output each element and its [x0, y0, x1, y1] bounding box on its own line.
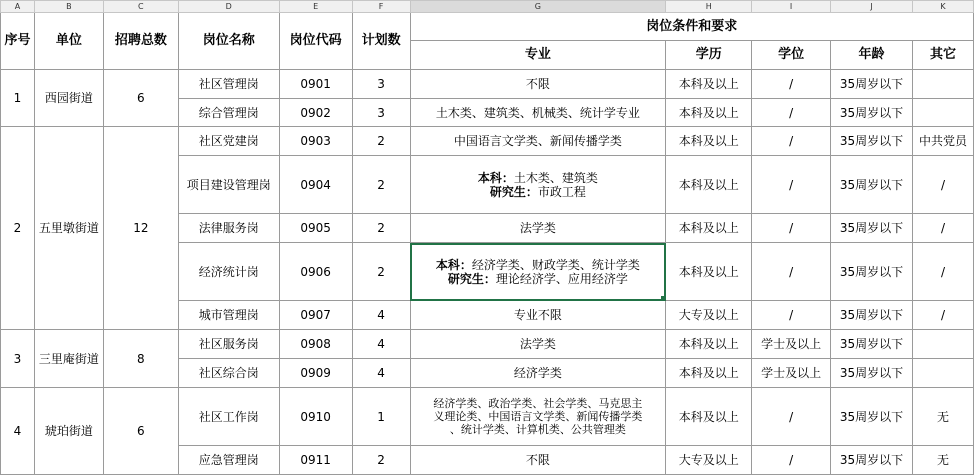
cell-post-code[interactable]: 0901 [279, 70, 352, 99]
cell-post-name[interactable]: 应急管理岗 [178, 446, 279, 475]
cell-total[interactable]: 6 [103, 388, 178, 475]
undergrad-label: 本科： [435, 257, 472, 272]
postgrad-majors: 市政工程 [537, 184, 586, 199]
cell-unit[interactable]: 琥珀街道 [34, 388, 103, 475]
column-header-b[interactable]: B [34, 1, 103, 13]
table-row [1, 330, 974, 359]
header-degree[interactable]: 学位 [752, 41, 831, 70]
header-age[interactable]: 年龄 [831, 41, 913, 70]
postgrad-label: 研究生： [489, 184, 538, 199]
header-post-code[interactable]: 岗位代码 [279, 13, 352, 70]
cell-seq[interactable]: 1 [1, 70, 35, 127]
cell-major[interactable] [410, 388, 666, 446]
cell-post-code[interactable]: 0909 [279, 359, 352, 388]
cell-other[interactable]: 无 [912, 446, 973, 475]
cell-major[interactable]: 中国语言文学类、新闻传播学类 [410, 127, 666, 156]
major-line: 经济学类、政治学类、社会学类、马克思主 [433, 397, 643, 410]
cell-major-selected[interactable] [410, 243, 666, 301]
cell-other[interactable]: / [912, 243, 973, 301]
cell-age[interactable]: 35周岁以下 [831, 330, 913, 359]
cell-age[interactable]: 35周岁以下 [831, 301, 913, 330]
column-header-d[interactable]: D [178, 1, 279, 13]
column-header-i[interactable]: I [752, 1, 831, 13]
cell-post-name[interactable]: 社区服务岗 [178, 330, 279, 359]
cell-total[interactable]: 12 [103, 127, 178, 330]
cell-post-name[interactable]: 社区综合岗 [178, 359, 279, 388]
cell-post-name[interactable]: 经济统计岗 [178, 243, 279, 301]
cell-major[interactable]: 土木类、建筑类、机械类、统计学专业 [410, 99, 666, 127]
header-other[interactable]: 其它 [912, 41, 973, 70]
cell-other[interactable] [912, 359, 973, 388]
cell-plan[interactable]: 3 [352, 70, 410, 99]
cell-age[interactable]: 35周岁以下 [831, 243, 913, 301]
cell-age[interactable]: 35周岁以下 [831, 388, 913, 446]
header-plan[interactable]: 计划数 [352, 13, 410, 70]
cell-age[interactable]: 35周岁以下 [831, 99, 913, 127]
header-unit[interactable]: 单位 [34, 13, 103, 70]
cell-education[interactable]: 本科及以上 [666, 99, 752, 127]
cell-degree[interactable]: 学士及以上 [752, 330, 831, 359]
fill-handle[interactable] [661, 296, 666, 301]
cell-seq[interactable]: 4 [1, 388, 35, 475]
cell-plan[interactable]: 2 [352, 127, 410, 156]
cell-total[interactable]: 8 [103, 330, 178, 388]
column-header-j[interactable]: J [831, 1, 913, 13]
column-header-k[interactable]: K [912, 1, 973, 13]
cell-age[interactable]: 35周岁以下 [831, 214, 913, 243]
header-education[interactable]: 学历 [666, 41, 752, 70]
column-header-c[interactable]: C [103, 1, 178, 13]
column-header-f[interactable]: F [352, 1, 410, 13]
cell-education[interactable]: 本科及以上 [666, 330, 752, 359]
cell-age[interactable]: 35周岁以下 [831, 127, 913, 156]
cell-plan[interactable]: 4 [352, 301, 410, 330]
cell-education[interactable]: 本科及以上 [666, 214, 752, 243]
cell-age[interactable]: 35周岁以下 [831, 156, 913, 214]
major-postgrad-line [411, 185, 666, 199]
cell-post-name[interactable]: 社区党建岗 [178, 127, 279, 156]
undergrad-majors: 经济学类、财政学类、统计学类 [471, 257, 640, 272]
table-header-row [1, 13, 974, 41]
cell-seq[interactable]: 3 [1, 330, 35, 388]
cell-education[interactable]: 本科及以上 [666, 243, 752, 301]
cell-education[interactable]: 本科及以上 [666, 127, 752, 156]
major-undergrad-line [411, 258, 666, 272]
table-row [1, 388, 974, 446]
cell-seq[interactable]: 2 [1, 127, 35, 330]
cell-degree[interactable]: / [752, 99, 831, 127]
major-line: 、统计学类、计算机类、公共管理类 [449, 423, 626, 436]
undergrad-label: 本科： [477, 170, 514, 185]
cell-post-code[interactable]: 0905 [279, 214, 352, 243]
cell-post-code[interactable]: 0911 [279, 446, 352, 475]
cell-degree[interactable]: / [752, 156, 831, 214]
cell-major[interactable]: 法学类 [410, 214, 666, 243]
cell-other[interactable] [912, 99, 973, 127]
cell-education[interactable]: 本科及以上 [666, 156, 752, 214]
cell-plan[interactable]: 4 [352, 330, 410, 359]
cell-unit[interactable]: 西园街道 [34, 70, 103, 127]
major-postgrad-line [411, 272, 666, 286]
cell-plan[interactable]: 2 [352, 243, 410, 301]
cell-post-name[interactable]: 法律服务岗 [178, 214, 279, 243]
cell-plan[interactable]: 3 [352, 99, 410, 127]
cell-education[interactable]: 本科及以上 [666, 388, 752, 446]
undergrad-majors: 土木类、建筑类 [513, 170, 598, 185]
header-conditions[interactable]: 岗位条件和要求 [410, 13, 973, 41]
cell-major[interactable]: 不限 [410, 446, 666, 475]
cell-plan[interactable]: 2 [352, 214, 410, 243]
postgrad-majors: 理论经济学、应用经济学 [495, 271, 628, 286]
cell-post-code[interactable]: 0907 [279, 301, 352, 330]
table-row [1, 127, 974, 156]
cell-post-name[interactable]: 项目建设管理岗 [178, 156, 279, 214]
cell-major[interactable]: 经济学类 [410, 359, 666, 388]
cell-post-name[interactable]: 城市管理岗 [178, 301, 279, 330]
cell-degree[interactable]: 学士及以上 [752, 359, 831, 388]
major-line: 义理论类、中国语言文学类、新闻传播学类 [433, 410, 643, 423]
column-header-g[interactable]: G [410, 1, 666, 13]
cell-degree[interactable]: / [752, 243, 831, 301]
cell-degree[interactable]: / [752, 388, 831, 446]
cell-unit[interactable]: 三里庵街道 [34, 330, 103, 388]
cell-post-code[interactable]: 0903 [279, 127, 352, 156]
column-header-a[interactable]: A [1, 1, 35, 13]
cell-other[interactable] [912, 330, 973, 359]
cell-education[interactable]: 本科及以上 [666, 70, 752, 99]
cell-other[interactable]: 无 [912, 388, 973, 446]
cell-other[interactable]: / [912, 214, 973, 243]
cell-plan[interactable]: 4 [352, 359, 410, 388]
cell-other[interactable] [912, 70, 973, 99]
cell-degree[interactable]: / [752, 214, 831, 243]
table-row [1, 70, 974, 99]
column-header-h[interactable]: H [666, 1, 752, 13]
cell-unit[interactable]: 五里墩街道 [34, 127, 103, 330]
header-seq[interactable]: 序号 [1, 13, 35, 70]
cell-major[interactable] [410, 156, 666, 214]
cell-plan[interactable]: 2 [352, 446, 410, 475]
cell-plan[interactable]: 2 [352, 156, 410, 214]
cell-other[interactable]: 中共党员 [912, 127, 973, 156]
cell-degree[interactable]: / [752, 70, 831, 99]
cell-post-code[interactable]: 0910 [279, 388, 352, 446]
header-total[interactable]: 招聘总数 [103, 13, 178, 70]
postgrad-label: 研究生： [447, 271, 496, 286]
cell-major[interactable]: 不限 [410, 70, 666, 99]
cell-post-code[interactable]: 0904 [279, 156, 352, 214]
cell-age[interactable]: 35周岁以下 [831, 446, 913, 475]
cell-education[interactable]: 大专及以上 [666, 446, 752, 475]
column-header-e[interactable]: E [279, 1, 352, 13]
header-post-name[interactable]: 岗位名称 [178, 13, 279, 70]
cell-major[interactable]: 专业不限 [410, 301, 666, 330]
cell-other[interactable]: / [912, 156, 973, 214]
header-major[interactable]: 专业 [410, 41, 666, 70]
cell-post-name[interactable]: 社区管理岗 [178, 70, 279, 99]
cell-other[interactable]: / [912, 301, 973, 330]
cell-post-code[interactable]: 0906 [279, 243, 352, 301]
cell-degree[interactable]: / [752, 127, 831, 156]
cell-total[interactable]: 6 [103, 70, 178, 127]
column-header-row [1, 1, 974, 13]
cell-degree[interactable]: / [752, 301, 831, 330]
major-undergrad-line [411, 171, 666, 185]
cell-age[interactable]: 35周岁以下 [831, 70, 913, 99]
cell-post-name[interactable]: 社区工作岗 [178, 388, 279, 446]
cell-education[interactable]: 本科及以上 [666, 359, 752, 388]
cell-age[interactable]: 35周岁以下 [831, 359, 913, 388]
cell-post-code[interactable]: 0908 [279, 330, 352, 359]
cell-plan[interactable]: 1 [352, 388, 410, 446]
cell-post-code[interactable]: 0902 [279, 99, 352, 127]
cell-education[interactable]: 大专及以上 [666, 301, 752, 330]
cell-degree[interactable]: / [752, 446, 831, 475]
cell-major[interactable]: 法学类 [410, 330, 666, 359]
cell-post-name[interactable]: 综合管理岗 [178, 99, 279, 127]
